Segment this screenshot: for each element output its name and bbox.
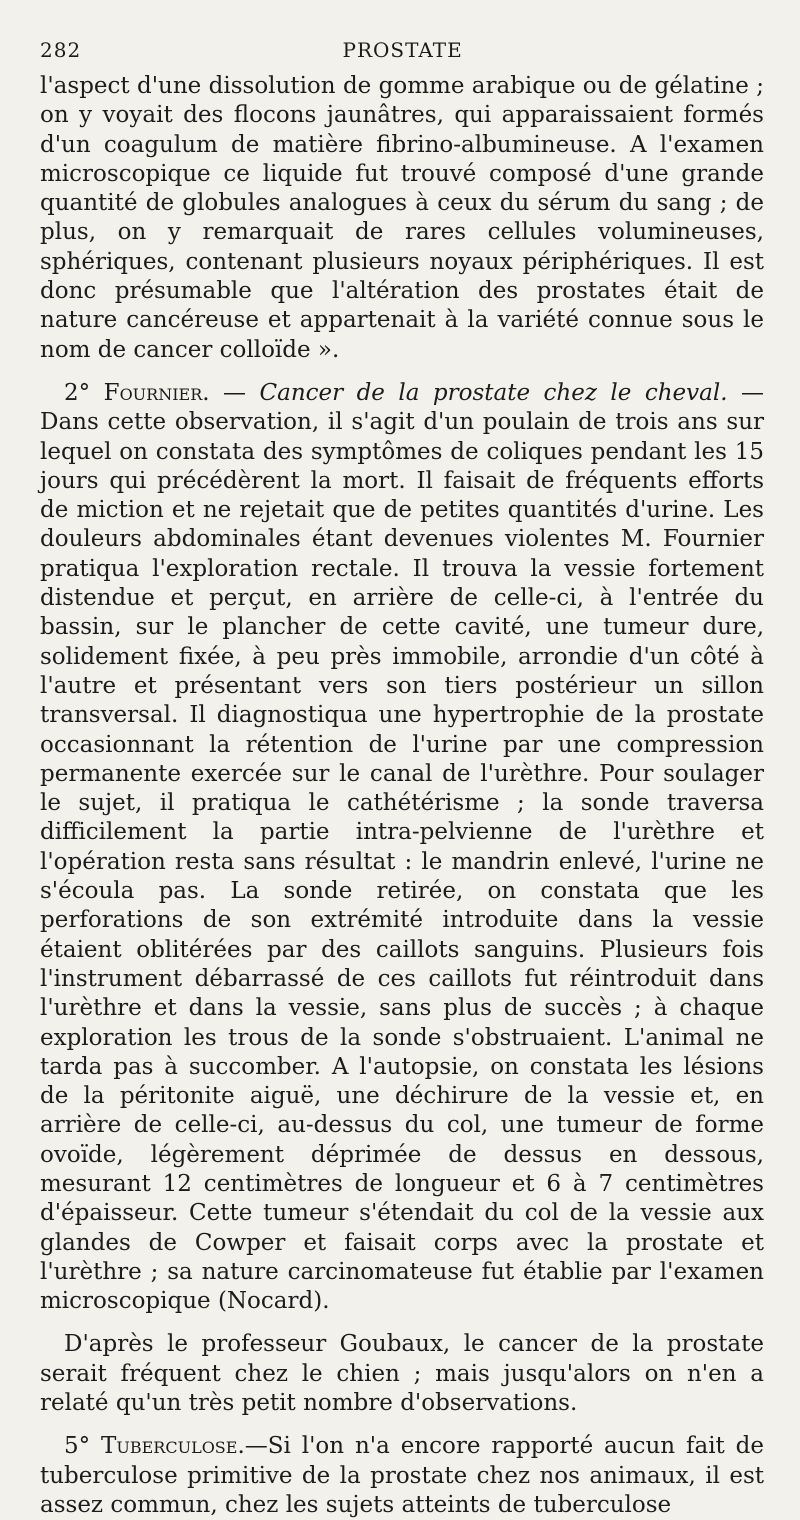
paragraph-text: —Si l'on n'a encore rapporté aucun fait de tuberculose primitive de la prostate chez nos animaux, il est assez commun, chez les sujets atteints de tuberculose — [40, 1433, 765, 1518]
paragraph-text: D'après le professeur Goubaux, le cancer de la prostate serait fréquent chez le chien ; mais jusqu'alors on n'en a relaté qu'un très petit nombre d'observations. — [40, 1331, 764, 1417]
paragraph-text: — Dans cette observation, il s'agit d'un poulain de trois ans sur lequel on constata des symptômes de coliques pendant les 15 jours qui précédèrent la mort. Il faisait de fréquents efforts de miction et ne rejetait que de petites quantités d'urine. Les douleurs abdominales étant devenues violentes M. Fournier pratiqua l'exploration rectale. Il trouva la vessie fortement distendue et perçut, en arrière de celle-ci, à l'entrée du bassin, sur le plancher de cette cavité, une tumeur dure, solidement fixée, à peu près immobile, arrondie d'un côté à l'autre et présentant vers son tiers postérieur un sillon transversal. Il diagnostiqua une hypertrophie de la prostate occasionnant la rétention de l'urine par une compression permanente exercée sur le canal de l'urèthre. Pour soulager le sujet, il pratiqua le cathétérisme ; la sonde traversa difficilement la partie intra-pelvienne de l'urèthre et l'opération resta sans résultat : le mandrin enlevé, l'urine ne s'écoula pas. La sonde retirée, on constata que les perforations de son extrémité introduite dans la vessie étaient oblitérées par des caillots sanguins. Plusieurs fois l'instrument débarrassé de ces caillots fut réintroduit dans l'urèthre et dans la vessie, sans plus de succès ; à chaque exploration les trous de la sonde s'obstruaient. L'animal ne tarda pas à succomber. A l'autopsie, on constata les lésions de la péritonite aiguë, une déchirure de la vessie et, en arrière de celle-ci, au-dessus du col, une tumeur de forme ovoïde, légèrement déprimée de dessus en dessous, mesurant 12 centimètres de longueur et 6 à 7 centimètres d'épaisseur. Cette tumeur s'étendait du col de la vessie aux glandes de Cowper et faisait corps avec la prostate et l'urèthre ; sa nature carcinomateuse fut établie par l'examen microscopique (Nocard). — [40, 379, 765, 1315]
section-dash: — — [209, 379, 260, 406]
paragraph-tuberculose — [40, 1432, 764, 1520]
section-number: 2° — [64, 379, 91, 406]
paragraph-continuation — [40, 72, 764, 365]
section-title: Cancer de la prostate chez le cheval. — [259, 379, 728, 406]
section-author: Fournier. — [103, 379, 210, 406]
section-number: 5° — [64, 1433, 91, 1460]
paragraph-fournier — [40, 379, 764, 1317]
paragraph-text: l'aspect d'une dissolution de gomme arabique ou de gélatine ; on y voyait des flocons jaunâtres, qui apparaissaient formés d'un coagulum de matière fibrino-albumineuse. A l'examen microscopique ce liquide fut trouvé composé d'une grande quantité de globules analogues à ceux du sérum du sang ; de plus, on y remarquait de rares cellules volumineuses, sphériques, contenant plusieurs noyaux périphériques. Il est donc présumable que l'altération des prostates était de nature cancéreuse et appartenait à la variété connue sous le nom de cancer colloïde ». — [40, 73, 764, 363]
paragraph-goubaux — [40, 1330, 764, 1418]
running-title: PROSTATE — [342, 38, 463, 62]
running-head — [40, 38, 764, 72]
section-heading: Tuberculose. — [101, 1433, 245, 1460]
page-number: 282 — [40, 38, 82, 62]
